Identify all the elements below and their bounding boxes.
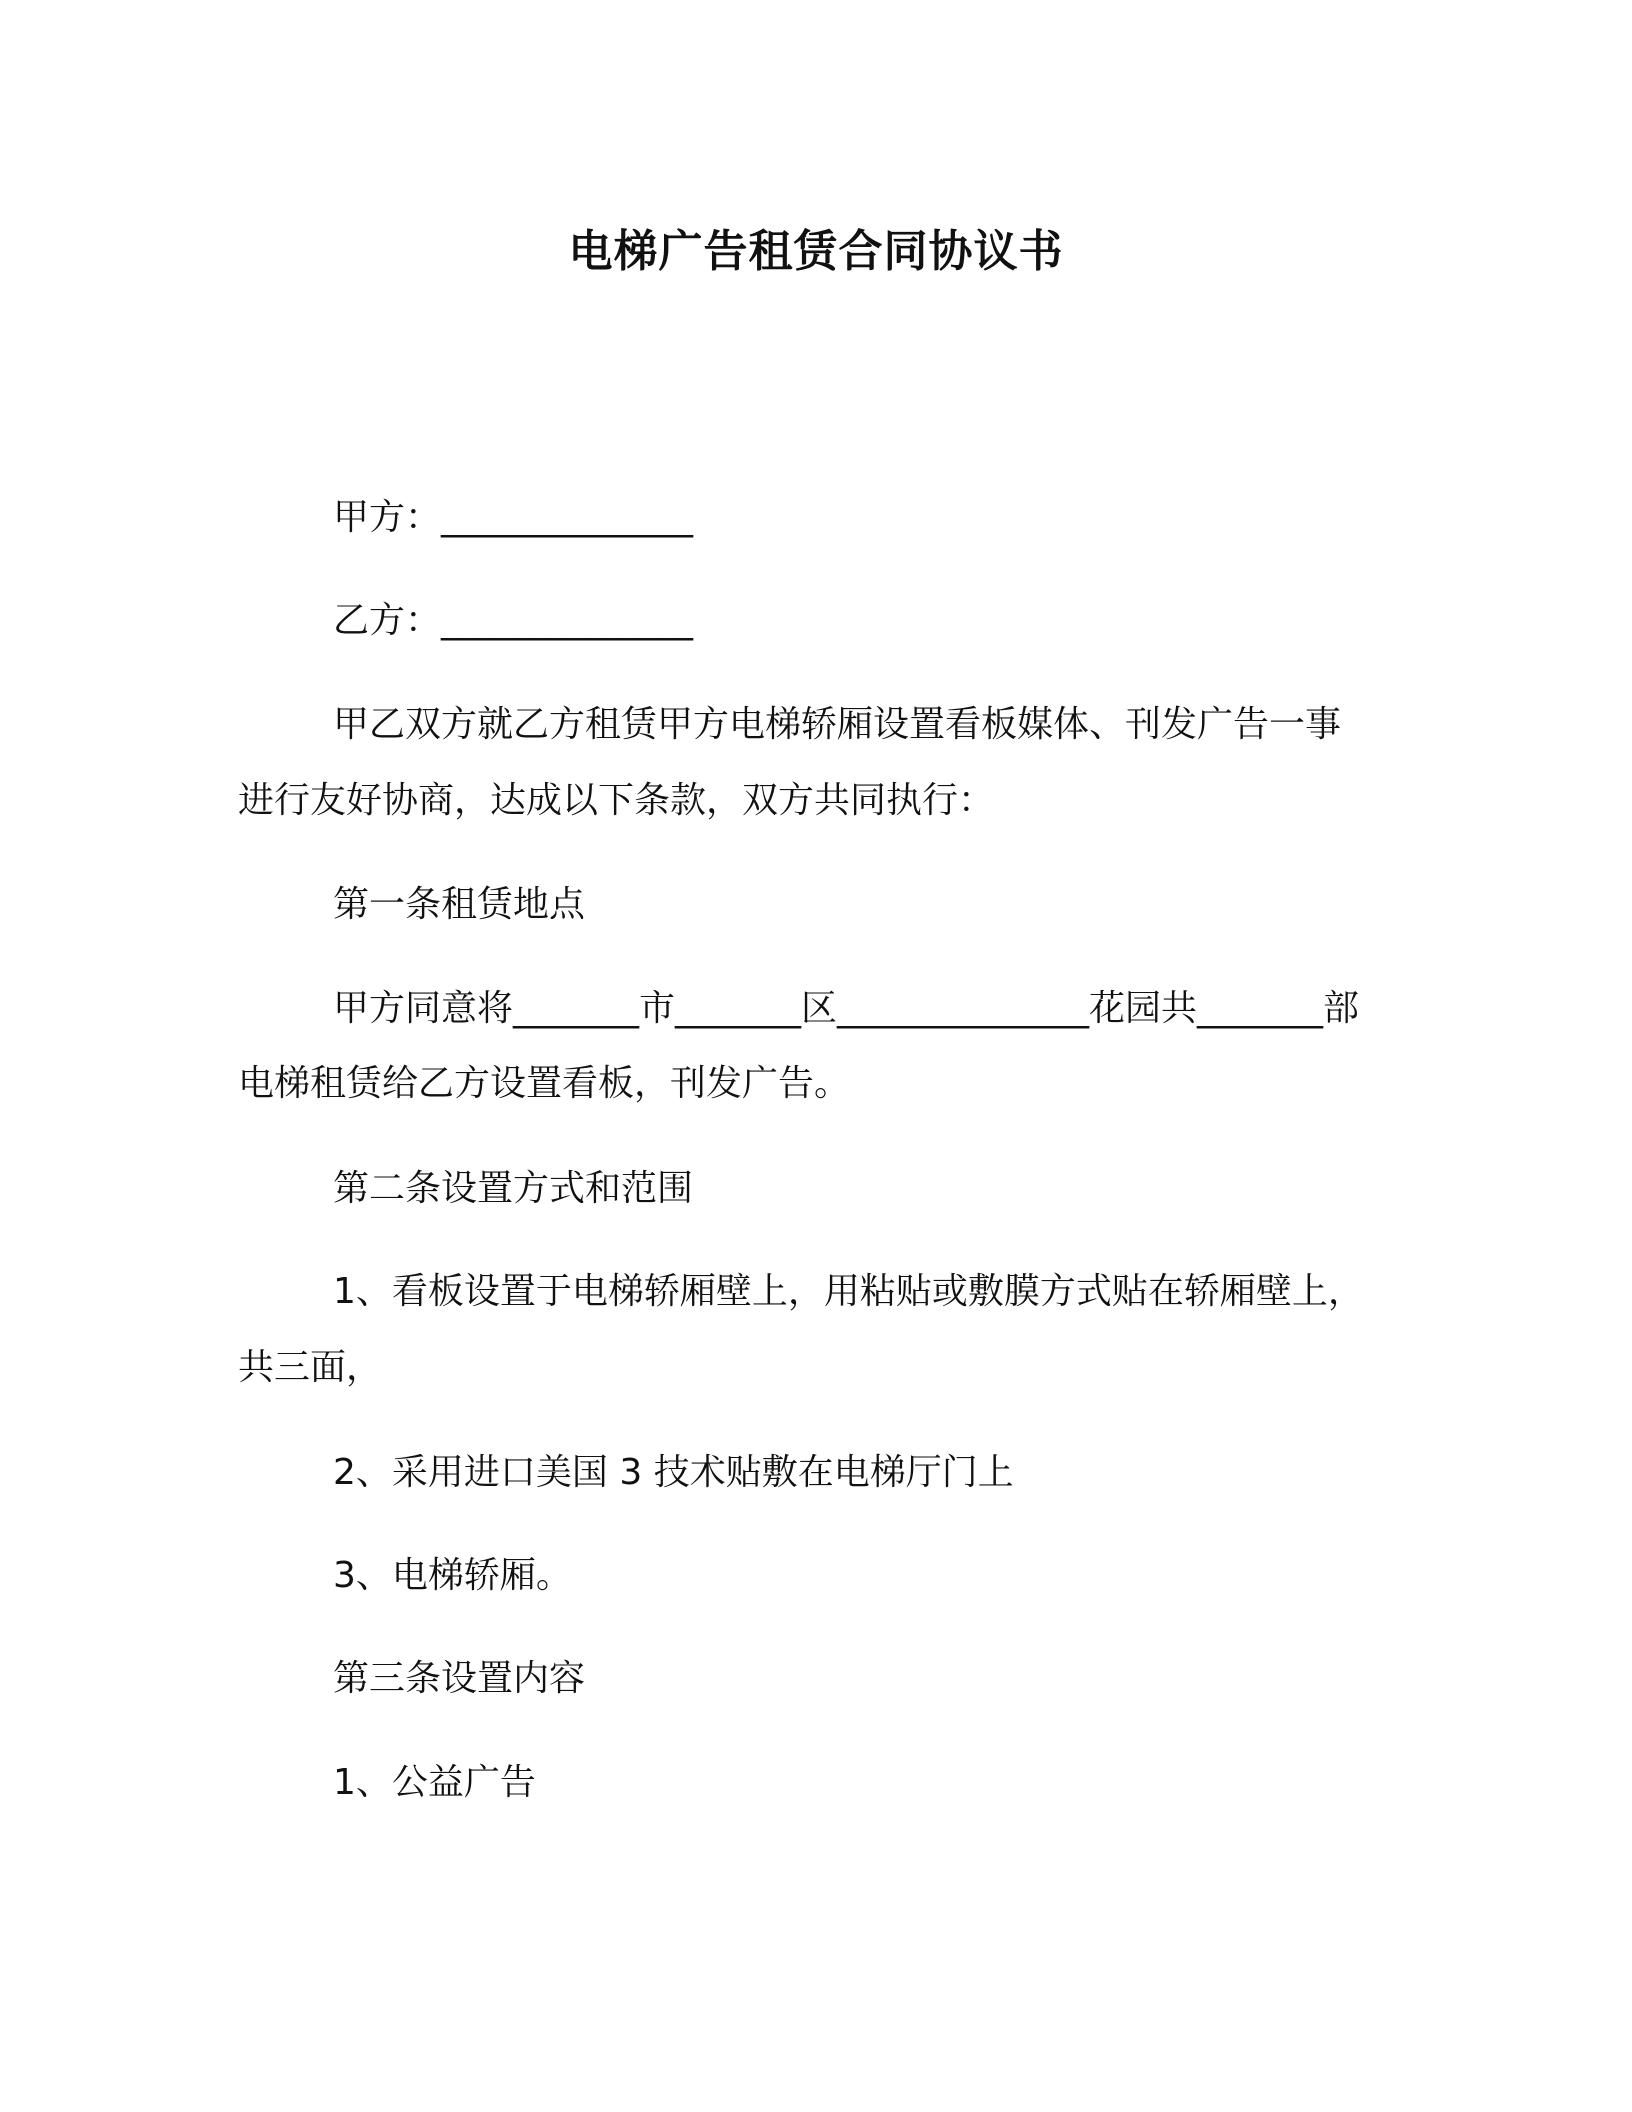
- article-2-item-1-line-2: 共三面，: [238, 1347, 383, 1388]
- article-1-heading: 第一条租赁地点: [333, 884, 586, 925]
- article-3-heading: 第三条设置内容: [333, 1658, 586, 1699]
- article-2-item-2: 2、采用进口美国 3 技术贴敷在电梯厅门上: [333, 1452, 1014, 1493]
- preamble-line-1: 甲乙双方就乙方租赁甲方电梯轿厢设置看板媒体、刊发广告一事: [333, 704, 1342, 745]
- article-1-text-line-1: 甲方同意将_______市_______区______________花园共_______部: [333, 988, 1360, 1029]
- article-2-heading: 第二条设置方式和范围: [333, 1168, 694, 1209]
- party-a-line: 甲方：______________: [333, 497, 694, 538]
- article-2-item-3: 3、电梯轿厢。: [333, 1555, 572, 1596]
- article-3-item-1: 1、公益广告: [333, 1762, 536, 1803]
- party-b-line: 乙方：______________: [333, 600, 694, 641]
- document-title: 电梯广告租赁合同协议书: [568, 226, 1064, 277]
- article-2-item-1-line-1: 1、看板设置于电梯轿厢壁上，用粘贴或敷膜方式贴在轿厢壁上，: [333, 1271, 1364, 1312]
- article-1-text-line-2: 电梯租赁给乙方设置看板，刊发广告。: [238, 1063, 851, 1104]
- preamble-line-2: 进行友好协商，达成以下条款，双方共同执行：: [238, 780, 995, 821]
